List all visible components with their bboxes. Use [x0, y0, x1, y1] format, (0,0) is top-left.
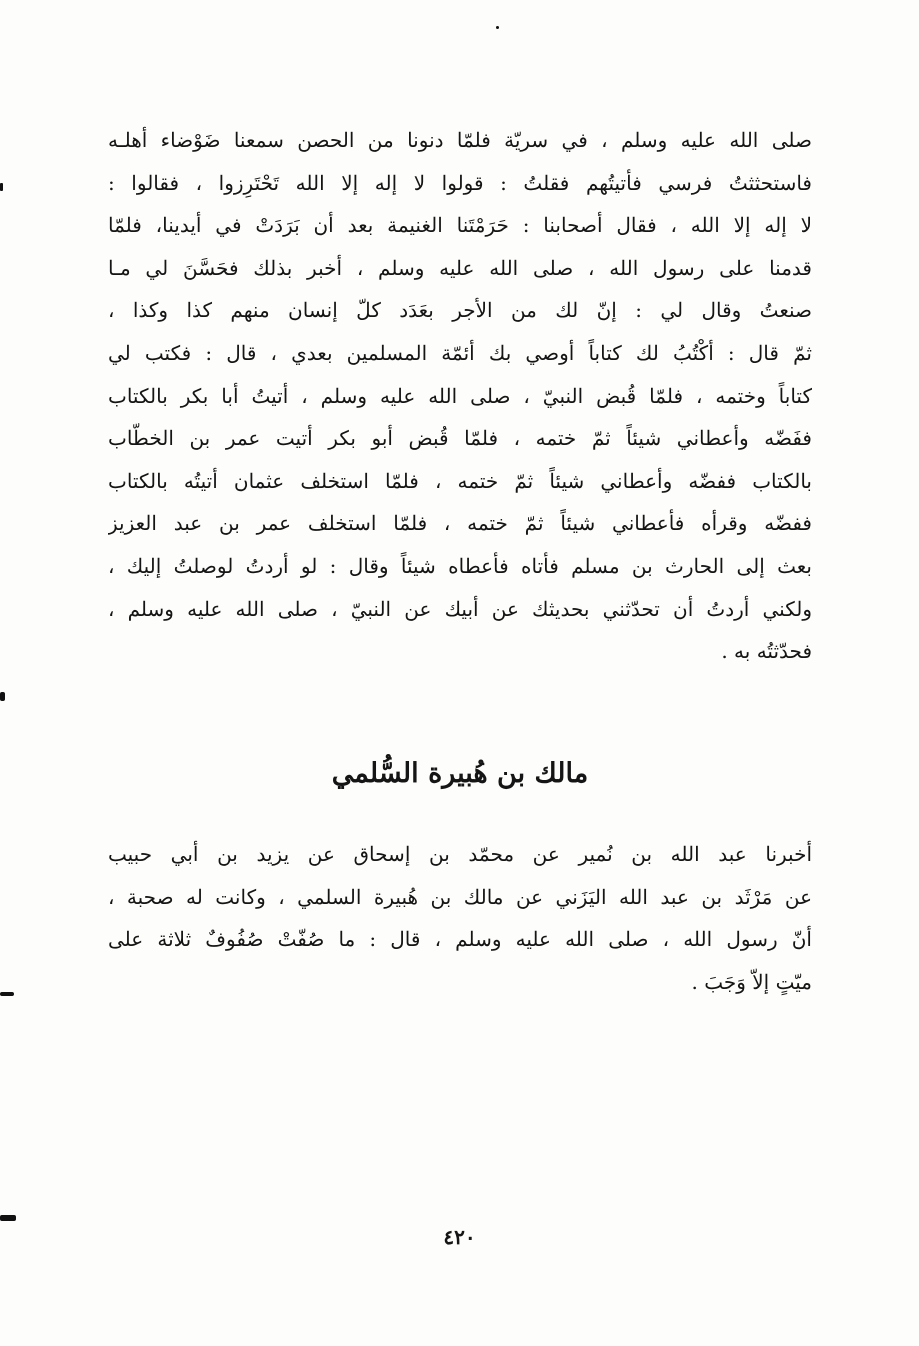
text-line: ميّتٍ إلاّ وَجَبَ . [691, 969, 812, 994]
text-line: قدمنا على رسول الله ، صلى الله عليه وسلم ، أخبر بذلك فحَسَّنَ لي مـا [108, 255, 812, 280]
section-heading: مالك بن هُبيرة السُّلمي [331, 758, 589, 789]
scan-speck [496, 26, 499, 29]
text-line: ففَضّه وأعطاني شيئاً ثمّ ختمه ، فلمّا قُبض أبو بكر أتيت عمر بن الخطّاب [108, 426, 812, 451]
text-line: بالكتاب ففضّه وأعطاني شيئاً ثمّ ختمه ، فلمّا استخلف عثمان أتيتُه بالكتاب [108, 468, 812, 493]
scan-edge-mark [0, 992, 14, 996]
scan-edge-mark [0, 1215, 16, 1221]
text-line: فحدّثتُه به . [721, 639, 812, 664]
text-line: ثمّ قال : أكْتُبُ لك كتاباً أوصي بك أئمّة المسلمين بعدي ، قال : فكتب لي [108, 340, 812, 365]
text-line: لا إله إلا الله ، فقال أصحابنا : حَرَمْتَنا الغنيمة بعد أن بَرَدَتْ في أيدينا، فلمّا [108, 213, 812, 238]
text-line: صنعتُ وقال لي : إنّ لك من الأجر بعَدَد كلّ إنسان منهم كذا وكذا ، [108, 298, 812, 323]
text-line: أنّ رسول الله ، صلى الله عليه وسلم ، قال : ما صُفّتْ صُفُوفٌ ثلاثة على [108, 927, 812, 952]
text-line: كتاباً وختمه ، فلمّا قُبض النبيّ ، صلى الله عليه وسلم ، أتيتُ أبا بكر بالكتاب [108, 383, 812, 408]
scan-edge-mark [0, 183, 3, 191]
page-number: ٤٢٠ [443, 1225, 476, 1249]
narrative-paragraph [108, 119, 812, 673]
text-line: ولكني أردتُ أن تحدّثني بحديثك عن أبيك عن النبيّ ، صلى الله عليه وسلم ، [108, 596, 812, 621]
text-line: بعث إلى الحارث بن مسلم فأتاه فأعطاه شيئاً وقال : لو أردتُ لوصلتُ إليك ، [108, 553, 812, 578]
text-line: فاستحثثتُ فرسي فأتيتُهم فقلتُ : قولوا لا إله إلا الله تَحْتَرِزوا ، فقالوا : [108, 170, 812, 195]
text-line: ففضّه وقرأه فأعطاني شيئاً ثمّ ختمه ، فلمّا استخلف عمر بن عبد العزيز [108, 511, 812, 536]
scan-edge-mark [0, 692, 5, 701]
text-line: عن مَرْثَد بن عبد الله اليَزَني عن مالك بن هُبيرة السلمي ، وكانت له صحبة ، [108, 884, 812, 909]
biography-paragraph [108, 833, 812, 1003]
text-line: صلى الله عليه وسلم ، في سريّة فلمّا دنونا من الحصن سمعنا ضَوْضاء أهلـه [108, 128, 812, 152]
text-line: أخبرنا عبد الله بن نُمير عن محمّد بن إسحاق عن يزيد بن أبي حبيب [108, 842, 812, 866]
